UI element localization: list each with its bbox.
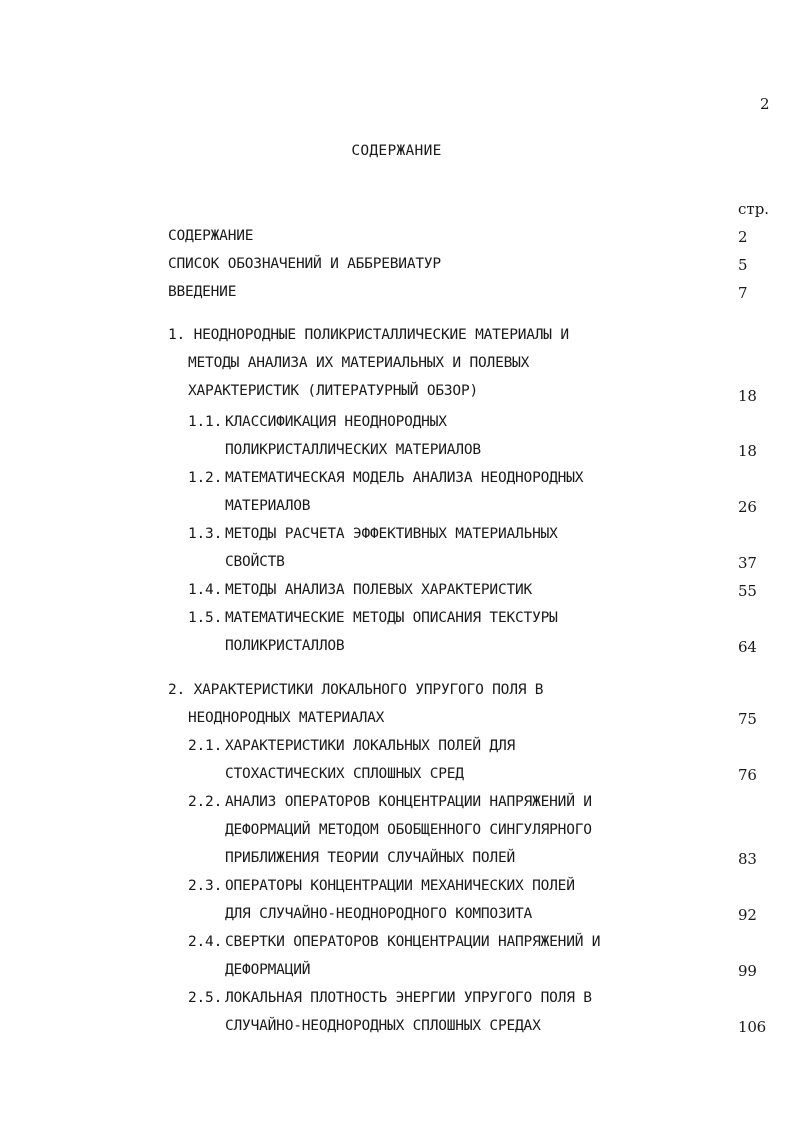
toc-entry-text: 1. НЕОДНОРОДНЫЕ ПОЛИКРИСТАЛЛИЧЕСКИЕ МАТЕРИАЛЫ И — [168, 327, 569, 343]
toc-entry — [0, 766, 793, 786]
toc-entry-text: ПОЛИКРИСТАЛЛОВ — [225, 638, 345, 654]
toc-entry-number: 2.2. — [188, 794, 223, 810]
toc-entry-number: 2.4. — [188, 934, 223, 950]
toc-entry — [0, 383, 793, 403]
toc-entry-page: 92 — [738, 906, 757, 924]
toc-entry-number: 2.5. — [188, 990, 223, 1006]
toc-entry-text: МАТЕМАТИЧЕСКИЕ МЕТОДЫ ОПИСАНИЯ ТЕКСТУРЫ — [225, 610, 558, 626]
toc-entry — [0, 414, 793, 434]
toc-entry-text: МЕТОДЫ АНАЛИЗА ПОЛЕВЫХ ХАРАКТЕРИСТИК — [225, 582, 533, 598]
toc-entry — [0, 850, 793, 870]
toc-entry-number: 1.4. — [188, 582, 223, 598]
toc-entry-number: 2.1. — [188, 738, 223, 754]
toc-entry-text: КЛАССИФИКАЦИЯ НЕОДНОРОДНЫХ — [225, 414, 447, 430]
toc-entry — [0, 638, 793, 658]
toc-entry-text: СВЕРТКИ ОПЕРАТОРОВ КОНЦЕНТРАЦИИ НАПРЯЖЕНИЙ И — [225, 934, 601, 950]
toc-entry-number: 1.5. — [188, 610, 223, 626]
toc-entry-number: 2.3. — [188, 878, 223, 894]
toc-entry-text: ДЛЯ СЛУЧАЙНО-НЕОДНОРОДНОГО КОМПОЗИТА — [225, 906, 533, 922]
toc-entry-text: МАТЕРИАЛОВ — [225, 498, 311, 514]
toc-entry-page: 2 — [738, 228, 748, 246]
toc-entry-page: 64 — [738, 638, 757, 656]
toc-entry-page: 18 — [738, 387, 757, 405]
toc-entry-text: ВВЕДЕНИЕ — [168, 284, 237, 300]
toc-entry — [0, 710, 793, 730]
toc-entry — [0, 470, 793, 490]
toc-entry-text: МАТЕМАТИЧЕСКАЯ МОДЕЛЬ АНАЛИЗА НЕОДНОРОДНЫХ — [225, 470, 584, 486]
toc-entry — [0, 906, 793, 926]
toc-heading: СОДЕРЖАНИЕ — [351, 143, 442, 159]
toc-entry — [0, 1018, 793, 1038]
toc-entry — [0, 284, 793, 304]
toc-entry-text: СЛУЧАЙНО-НЕОДНОРОДНЫХ СПЛОШНЫХ СРЕДАХ — [225, 1018, 541, 1034]
toc-entry-number: 1.1. — [188, 414, 223, 430]
toc-entry-text: МЕТОДЫ АНАЛИЗА ИХ МАТЕРИАЛЬНЫХ И ПОЛЕВЫХ — [188, 355, 530, 371]
toc-entry-page: 75 — [738, 710, 757, 728]
toc-entry — [0, 934, 793, 954]
toc-entry-page: 76 — [738, 766, 757, 784]
toc-entry-text: СОДЕРЖАНИЕ — [168, 228, 254, 244]
toc-entry — [0, 442, 793, 462]
toc-entry — [0, 738, 793, 758]
toc-entry — [0, 610, 793, 630]
toc-entry-page: 37 — [738, 554, 757, 572]
toc-entry-page: 106 — [738, 1018, 767, 1036]
toc-entry-page: 18 — [738, 442, 757, 460]
toc-entry-text: НЕОДНОРОДНЫХ МАТЕРИАЛАХ — [188, 710, 385, 726]
toc-entry-page: 55 — [738, 582, 757, 600]
toc-entry — [0, 682, 793, 702]
toc-entry-text: СТОХАСТИЧЕСКИХ СПЛОШНЫХ СРЕД — [225, 766, 464, 782]
toc-entry — [0, 355, 793, 375]
toc-entry-text: ХАРАКТЕРИСТИК (ЛИТЕРАТУРНЫЙ ОБЗОР) — [188, 383, 479, 399]
toc-entry-page: 7 — [738, 284, 748, 302]
page-column-label: стр. — [738, 200, 770, 218]
toc-entry-text: СПИСОК ОБОЗНАЧЕНИЙ И АББРЕВИАТУР — [168, 256, 441, 272]
toc-entry — [0, 990, 793, 1010]
toc-entry — [0, 327, 793, 347]
toc-entry — [0, 526, 793, 546]
toc-entry-text: ОПЕРАТОРЫ КОНЦЕНТРАЦИИ МЕХАНИЧЕСКИХ ПОЛЕЙ — [225, 878, 575, 894]
toc-entry-text: ДЕФОРМАЦИЙ МЕТОДОМ ОБОБЩЕННОГО СИНГУЛЯРНОГО — [225, 822, 592, 838]
toc-entry-text: ДЕФОРМАЦИЙ — [225, 962, 311, 978]
toc-entry — [0, 498, 793, 518]
toc-entry — [0, 822, 793, 842]
toc-entry — [0, 962, 793, 982]
toc-entry-page: 26 — [738, 498, 757, 516]
toc-entry-text: 2. ХАРАКТЕРИСТИКИ ЛОКАЛЬНОГО УПРУГОГО ПОЛЯ В — [168, 682, 544, 698]
toc-entry-page: 99 — [738, 962, 757, 980]
toc-entry — [0, 794, 793, 814]
toc-entry-text: ЛОКАЛЬНАЯ ПЛОТНОСТЬ ЭНЕРГИИ УПРУГОГО ПОЛЯ В — [225, 990, 592, 1006]
toc-entry-text: АНАЛИЗ ОПЕРАТОРОВ КОНЦЕНТРАЦИИ НАПРЯЖЕНИЙ И — [225, 794, 592, 810]
toc-entry-number: 1.3. — [188, 526, 223, 542]
toc-entry — [0, 256, 793, 276]
toc-entry — [0, 582, 793, 602]
toc-entry-number: 1.2. — [188, 470, 223, 486]
toc-entry — [0, 228, 793, 248]
toc-entry-text: ПРИБЛИЖЕНИЯ ТЕОРИИ СЛУЧАЙНЫХ ПОЛЕЙ — [225, 850, 516, 866]
page-number: 2 — [760, 95, 770, 113]
toc-entry — [0, 554, 793, 574]
toc-entry-text: ХАРАКТЕРИСТИКИ ЛОКАЛЬНЫХ ПОЛЕЙ ДЛЯ — [225, 738, 516, 754]
toc-entry-text: ПОЛИКРИСТАЛЛИЧЕСКИХ МАТЕРИАЛОВ — [225, 442, 481, 458]
toc-entry-page: 5 — [738, 256, 748, 274]
toc-entry-page: 83 — [738, 850, 757, 868]
toc-entry-text: МЕТОДЫ РАСЧЕТА ЭФФЕКТИВНЫХ МАТЕРИАЛЬНЫХ — [225, 526, 558, 542]
toc-entry — [0, 878, 793, 898]
toc-entry-text: СВОЙСТВ — [225, 554, 285, 570]
